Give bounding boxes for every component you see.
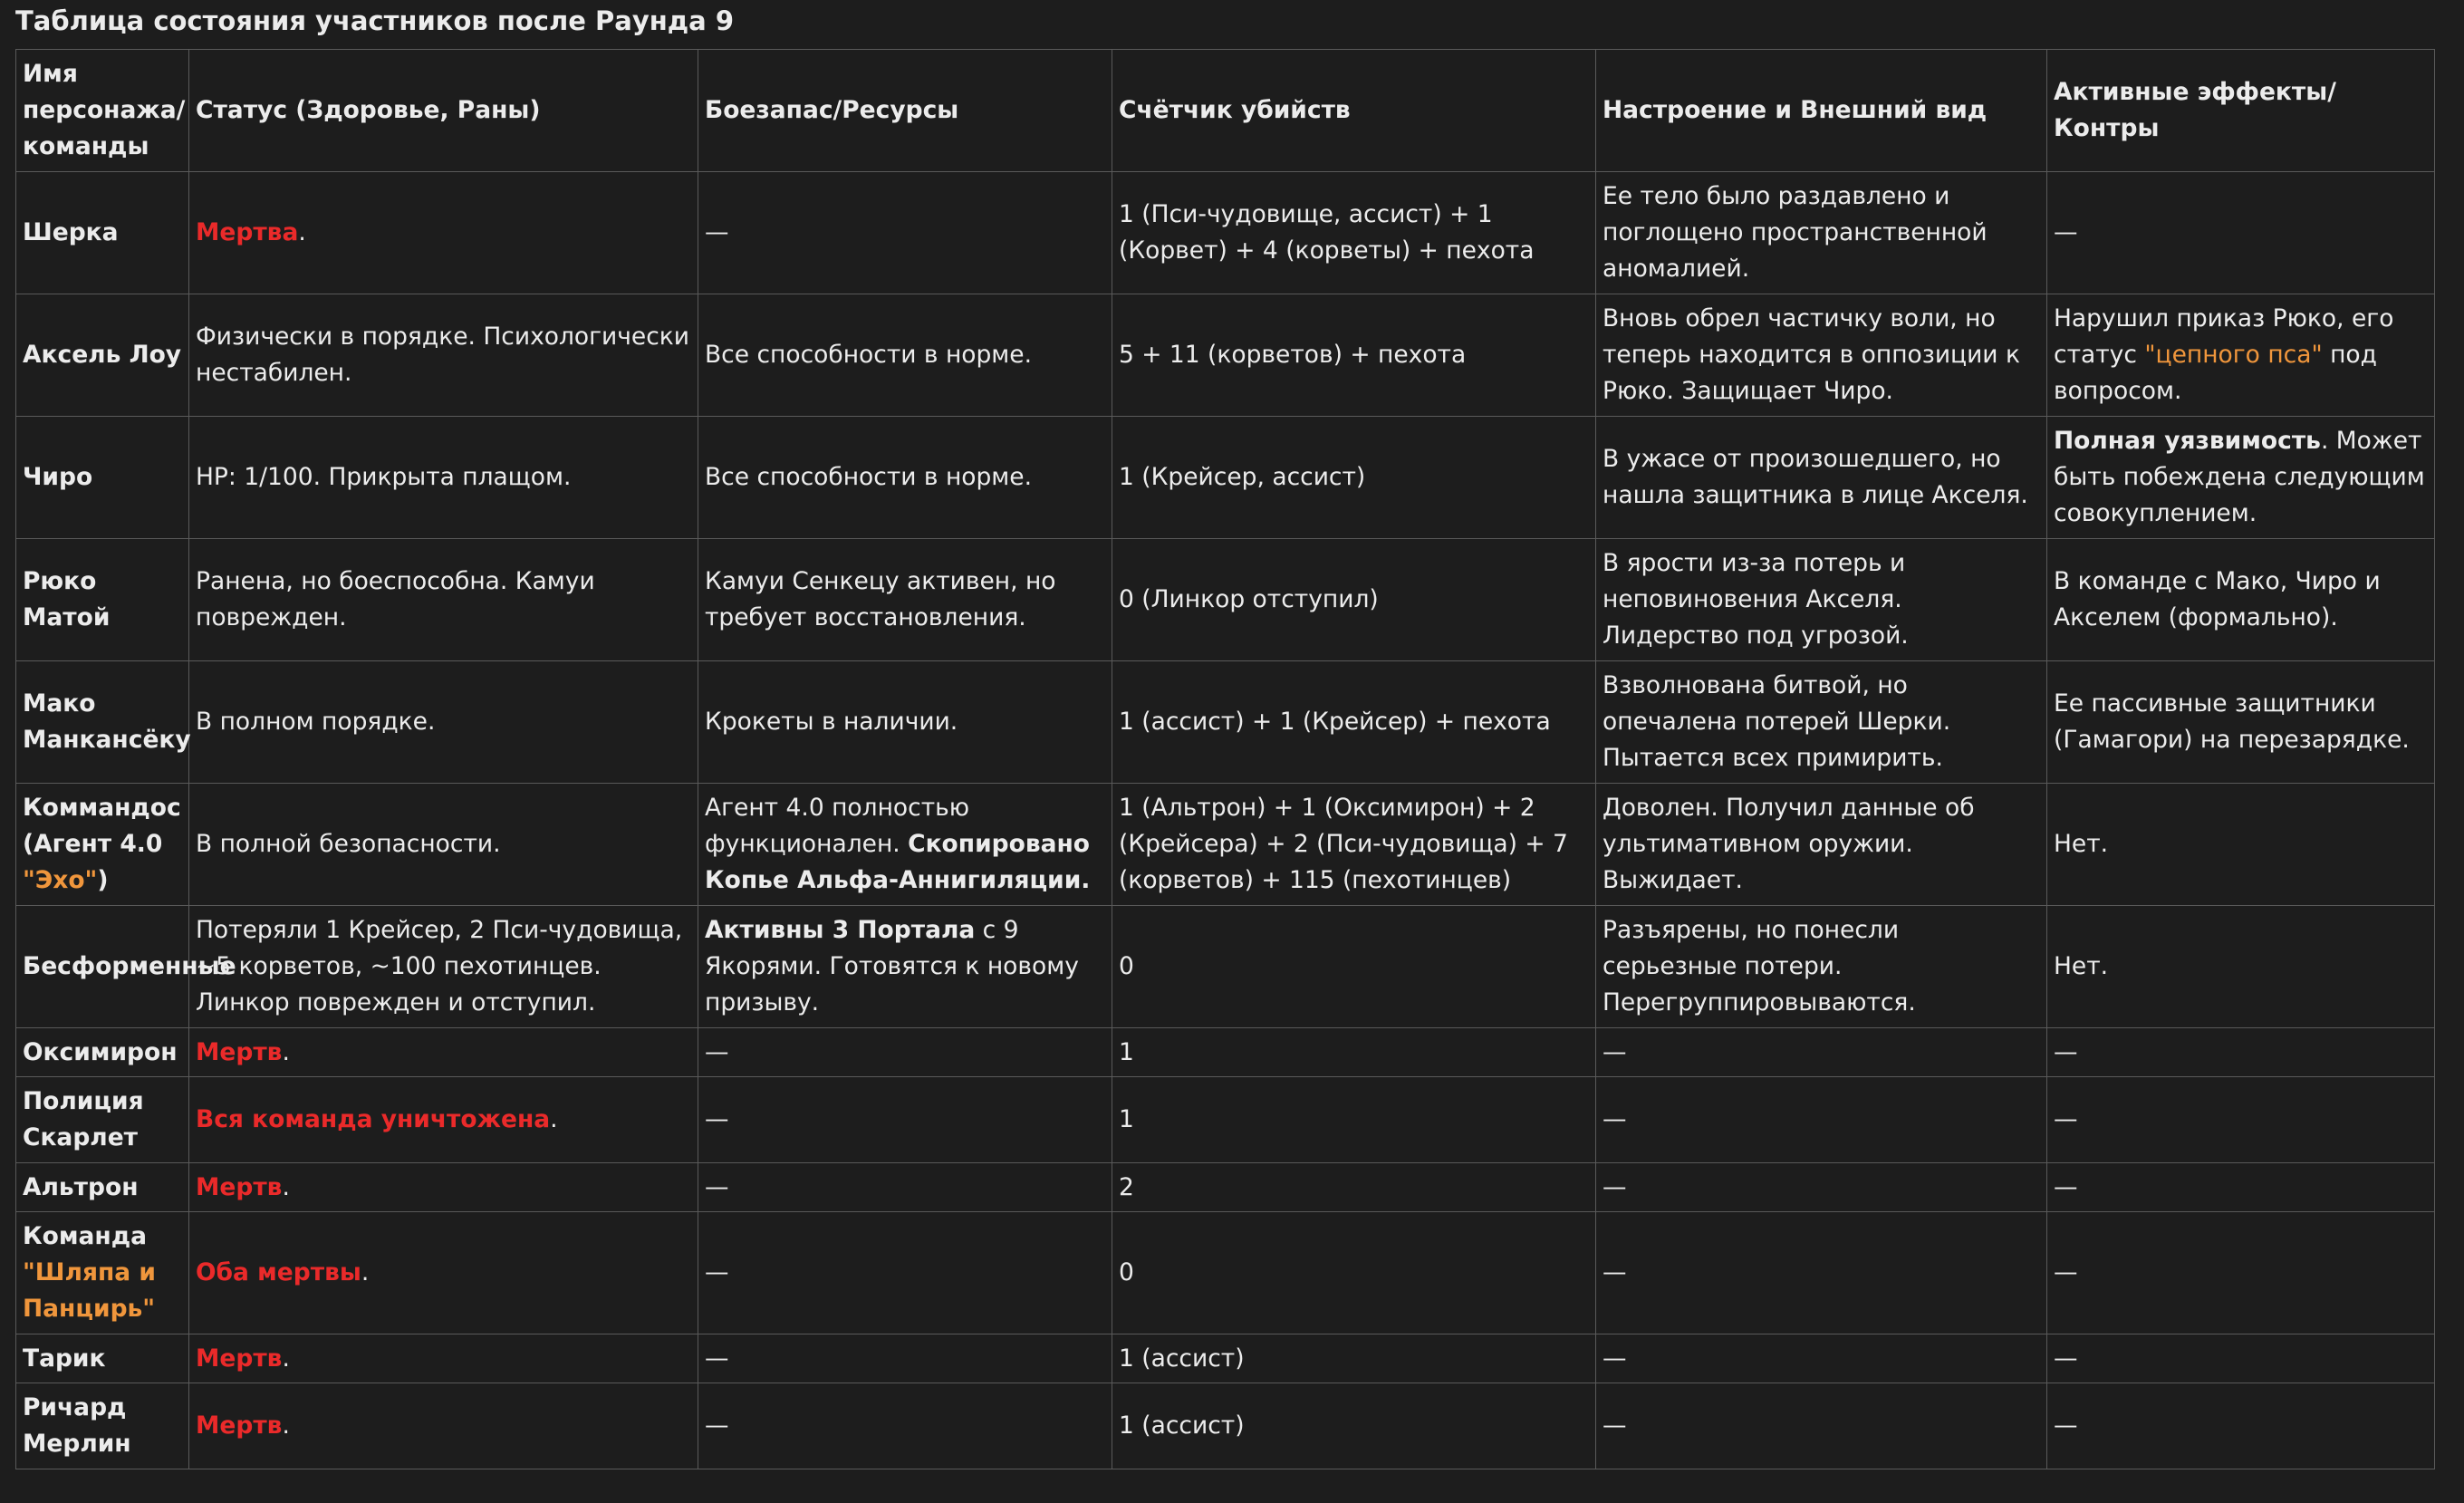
cell-effects: Нет.	[2047, 784, 2435, 906]
cell-mood: —	[1596, 1163, 2047, 1212]
cell-ammo: —	[698, 1212, 1112, 1334]
cell-mood: —	[1596, 1028, 2047, 1077]
cell-ammo: —	[698, 1077, 1112, 1163]
cell-status: Мертв.	[189, 1163, 698, 1212]
cell-ammo: —	[698, 1383, 1112, 1469]
cell-name: Альтрон	[16, 1163, 189, 1212]
cell-mood: —	[1596, 1383, 2047, 1469]
cell-name: Ричард Мерлин	[16, 1383, 189, 1469]
cell-ammo: Агент 4.0 полностью функционален. Скопировано Копье Альфа-Аннигиляции.	[698, 784, 1112, 906]
table-row-chiro	[16, 417, 2435, 539]
cell-ammo: Крокеты в наличии.	[698, 661, 1112, 784]
cell-mood: Взволнована битвой, но опечалена потерей Шерки. Пытается всех примирить.	[1596, 661, 2047, 784]
cell-name: Чиро	[16, 417, 189, 539]
header-name: Имя персонажа/команды	[16, 50, 189, 172]
cell-effects: —	[2047, 1383, 2435, 1469]
cell-effects: —	[2047, 1212, 2435, 1334]
table-row-axel	[16, 294, 2435, 417]
table-row-commando	[16, 784, 2435, 906]
cell-name: Мако Манкансёку	[16, 661, 189, 784]
status-dead: Вся команда уничтожена	[196, 1105, 551, 1133]
cell-ammo: Все способности в норме.	[698, 417, 1112, 539]
cell-ammo: —	[698, 1163, 1112, 1212]
cell-mood: В ужасе от произошедшего, но нашла защитника в лице Акселя.	[1596, 417, 2047, 539]
table-header-row	[16, 50, 2435, 172]
cell-name: Коммандос (Агент 4.0 "Эхо")	[16, 784, 189, 906]
cell-name: Шерка	[16, 172, 189, 294]
table-row-ryuko	[16, 539, 2435, 661]
cell-effects: Ее пассивные защитники (Гамагори) на перезарядке.	[2047, 661, 2435, 784]
cell-mood: —	[1596, 1077, 2047, 1163]
cell-mood: Доволен. Получил данные об ультимативном оружии. Выжидает.	[1596, 784, 2047, 906]
cell-status: Мертва.	[189, 172, 698, 294]
table-row-tarik	[16, 1334, 2435, 1383]
chain-dog-status: "цепного пса"	[2144, 341, 2323, 369]
cell-effects: Нет.	[2047, 906, 2435, 1028]
page-title: Таблица состояния участников после Раунда 9	[15, 5, 735, 36]
cell-kills: 2	[1112, 1163, 1596, 1212]
status-dead: Мертв	[196, 1172, 283, 1201]
cell-mood: Вновь обрел частичку воли, но теперь находится в оппозиции к Рюко. Защищает Чиро.	[1596, 294, 2047, 417]
cell-effects: —	[2047, 1077, 2435, 1163]
table-row-oxxxymiron	[16, 1028, 2435, 1077]
cell-status: В полной безопасности.	[189, 784, 698, 906]
cell-ammo: Все способности в норме.	[698, 294, 1112, 417]
cell-kills: 1	[1112, 1028, 1596, 1077]
cell-ammo: Активны 3 Портала с 9 Якорями. Готовятся к новому призыву.	[698, 906, 1112, 1028]
status-dead: Мертв	[196, 1037, 283, 1066]
cell-status: Мертв.	[189, 1334, 698, 1383]
cell-kills: 1 (Альтрон) + 1 (Оксимирон) + 2 (Крейсера) + 2 (Пси-чудовища) + 7 (корветов) + 115 (пехотинцев)	[1112, 784, 1596, 906]
cell-status: Оба мертвы.	[189, 1212, 698, 1334]
cell-kills: 1 (ассист)	[1112, 1383, 1596, 1469]
cell-name: Оксимирон	[16, 1028, 189, 1077]
status-dead: Мертва	[196, 218, 299, 246]
header-ammo: Боезапас/Ресурсы	[698, 50, 1112, 172]
cell-name: Тарик	[16, 1334, 189, 1383]
cell-status: Мертв.	[189, 1028, 698, 1077]
cell-status: Мертв.	[189, 1383, 698, 1469]
cell-name: Бесформенные	[16, 906, 189, 1028]
cell-mood: —	[1596, 1212, 2047, 1334]
cell-mood: Разъярены, но понесли серьезные потери. Перегруппировываются.	[1596, 906, 2047, 1028]
cell-kills: 0	[1112, 906, 1596, 1028]
cell-mood: —	[1596, 1334, 2047, 1383]
cell-status: Потеряли 1 Крейсер, 2 Пси-чудовища, ~5 корветов, ~100 пехотинцев. Линкор поврежден и отступил.	[189, 906, 698, 1028]
cell-status: Ранена, но боеспособна. Камуи поврежден.	[189, 539, 698, 661]
table-row-hat-and-shell	[16, 1212, 2435, 1334]
cell-status: HP: 1/100. Прикрыта плащом.	[189, 417, 698, 539]
header-status: Статус (Здоровье, Раны)	[189, 50, 698, 172]
cell-kills: 1 (ассист)	[1112, 1334, 1596, 1383]
status-dead: Мертв	[196, 1411, 283, 1440]
header-effects: Активные эффекты/Контры	[2047, 50, 2435, 172]
status-dead: Оба мертвы	[196, 1258, 361, 1286]
cell-kills: 0	[1112, 1212, 1596, 1334]
cell-effects: —	[2047, 1028, 2435, 1077]
cell-kills: 0 (Линкор отступил)	[1112, 539, 1596, 661]
table-row-sherka	[16, 172, 2435, 294]
cell-effects: —	[2047, 172, 2435, 294]
table-row-scarlet	[16, 1077, 2435, 1163]
cell-status: Вся команда уничтожена.	[189, 1077, 698, 1163]
cell-name: Команда "Шляпа и Панцирь"	[16, 1212, 189, 1334]
cell-ammo: —	[698, 1334, 1112, 1383]
table-row-formless	[16, 906, 2435, 1028]
table-row-merlin	[16, 1383, 2435, 1469]
cell-kills: 5 + 11 (корветов) + пехота	[1112, 294, 1596, 417]
cell-effects: —	[2047, 1334, 2435, 1383]
cell-name: Аксель Лоу	[16, 294, 189, 417]
echo-name: "Эхо"	[23, 866, 98, 894]
cell-ammo: —	[698, 172, 1112, 294]
status-dead: Мертв	[196, 1344, 283, 1373]
cell-effects: Полная уязвимость. Может быть побеждена следующим совокуплением.	[2047, 417, 2435, 539]
header-mood: Настроение и Внешний вид	[1596, 50, 2047, 172]
cell-kills: 1 (Пси-чудовище, ассист) + 1 (Корвет) + 4 (корветы) + пехота	[1112, 172, 1596, 294]
cell-kills: 1 (ассист) + 1 (Крейсер) + пехота	[1112, 661, 1596, 784]
cell-mood: В ярости из-за потерь и неповиновения Акселя. Лидерство под угрозой.	[1596, 539, 2047, 661]
cell-effects: —	[2047, 1163, 2435, 1212]
cell-effects: В команде с Мако, Чиро и Акселем (формально).	[2047, 539, 2435, 661]
table-row-ultron	[16, 1163, 2435, 1212]
cell-ammo: —	[698, 1028, 1112, 1077]
cell-ammo: Камуи Сенкецу активен, но требует восстановления.	[698, 539, 1112, 661]
cell-name: Рюко Матой	[16, 539, 189, 661]
participants-table	[15, 49, 2435, 1469]
hat-and-shell-name: "Шляпа и Панцирь"	[23, 1258, 156, 1323]
cell-effects: Нарушил приказ Рюко, его статус "цепного пса" под вопросом.	[2047, 294, 2435, 417]
cell-mood: Ее тело было раздавлено и поглощено пространственной аномалией.	[1596, 172, 2047, 294]
table-row-mako	[16, 661, 2435, 784]
cell-status: Физически в порядке. Психологически нестабилен.	[189, 294, 698, 417]
cell-kills: 1	[1112, 1077, 1596, 1163]
cell-status: В полном порядке.	[189, 661, 698, 784]
header-kills: Счётчик убийств	[1112, 50, 1596, 172]
cell-name: Полиция Скарлет	[16, 1077, 189, 1163]
cell-kills: 1 (Крейсер, ассист)	[1112, 417, 1596, 539]
